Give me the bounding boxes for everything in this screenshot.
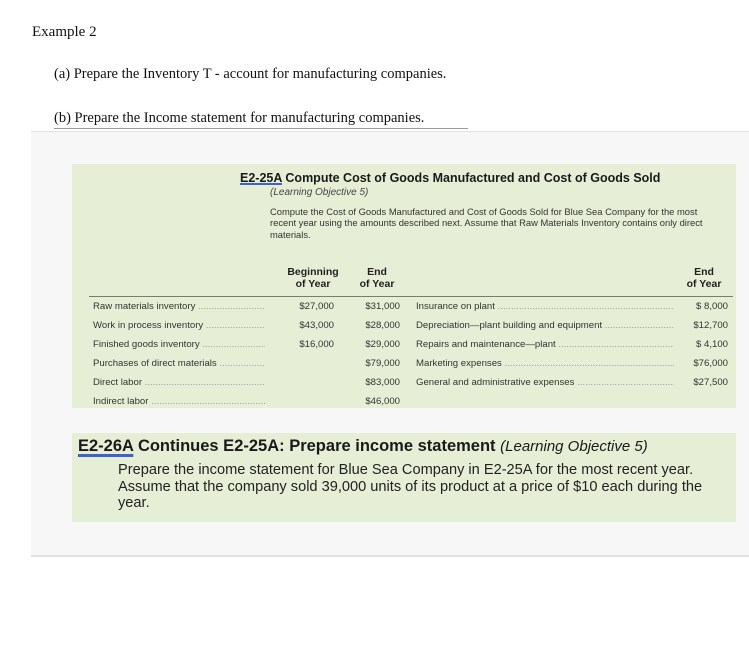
task-underline: [54, 128, 468, 129]
row-end-value: $29,000: [365, 339, 400, 350]
task-b: (b) Prepare the Income statement for manufacturing companies.: [54, 110, 425, 126]
task-a: (a) Prepare the Inventory T - account for manufacturing companies.: [54, 66, 447, 82]
row-label: General and administrative expenses .....: [416, 377, 674, 388]
row-beginning-value: $16,000: [299, 339, 334, 350]
row-end-value: $27,500: [693, 377, 728, 388]
e2-26a-code: E2-26A: [78, 437, 134, 455]
row-end-value: $ 8,000: [695, 301, 728, 312]
row-label: Work in process inventory .....: [93, 320, 265, 331]
beginning-of-year-header: [278, 266, 348, 290]
beginning-header-line1: Beginning: [287, 266, 339, 278]
row-label: Direct labor .....: [93, 377, 265, 388]
row-label: Repairs and maintenance—plant .....: [416, 339, 674, 350]
row-end-value: $83,000: [365, 377, 400, 388]
row-end-value: $ 4,100: [695, 339, 728, 350]
right-end-header-line2: of Year: [686, 278, 722, 290]
row-beginning-value: $43,000: [299, 320, 334, 331]
beginning-header-line2: of Year: [295, 278, 331, 290]
row-end-value: $31,000: [365, 301, 400, 312]
row-beginning-value: $27,000: [299, 301, 334, 312]
row-label: Raw materials inventory .....: [93, 301, 265, 312]
e2-26a-title-text: Continues E2-25A: Prepare income statement: [137, 437, 496, 455]
example-heading: Example 2: [32, 24, 97, 40]
end-header-line2: of Year: [359, 278, 395, 290]
end-header-line1: End: [367, 266, 387, 278]
row-end-value: $12,700: [693, 320, 728, 331]
e2-25a-description: Compute the Cost of Goods Manufactured and Cost of Goods Sold for Blue Sea Company for the most recent year using the amounts described next. Assume that Raw Materials Inventory contains only direct materials.: [270, 206, 703, 240]
table-header-rule: [89, 296, 733, 297]
row-label: Depreciation—plant building and equipment .....: [416, 320, 674, 331]
e2-25a-objective: (Learning Objective 5): [270, 187, 369, 198]
e2-26a-objective: (Learning Objective 5): [500, 438, 648, 455]
row-end-value: $76,000: [693, 358, 728, 369]
row-end-value: $46,000: [365, 396, 400, 407]
e2-26a-description: Prepare the income statement for Blue Sea Company in E2-25A for the most recent year. Assume that the company sold 39,000 units of its product at a price of $10 each during the year.: [118, 462, 703, 512]
row-label: Indirect labor .....: [93, 396, 265, 407]
row-label: Insurance on plant .....: [416, 301, 674, 312]
right-end-of-year-header: [674, 266, 734, 290]
e2-26a-title: [78, 437, 648, 456]
e2-25a-code: E2-25A: [240, 171, 282, 185]
row-label: Marketing expenses .....: [416, 358, 674, 369]
row-end-value: $79,000: [365, 358, 400, 369]
e2-25a-title-text: Compute Cost of Goods Manufactured and Cost of Goods Sold: [285, 171, 661, 185]
end-of-year-header: [346, 266, 408, 290]
row-label: Purchases of direct materials .....: [93, 358, 265, 369]
right-end-header-line1: End: [694, 266, 714, 278]
row-end-value: $28,000: [365, 320, 400, 331]
row-label: Finished goods inventory .....: [93, 339, 265, 350]
e2-25a-title: [240, 171, 660, 185]
